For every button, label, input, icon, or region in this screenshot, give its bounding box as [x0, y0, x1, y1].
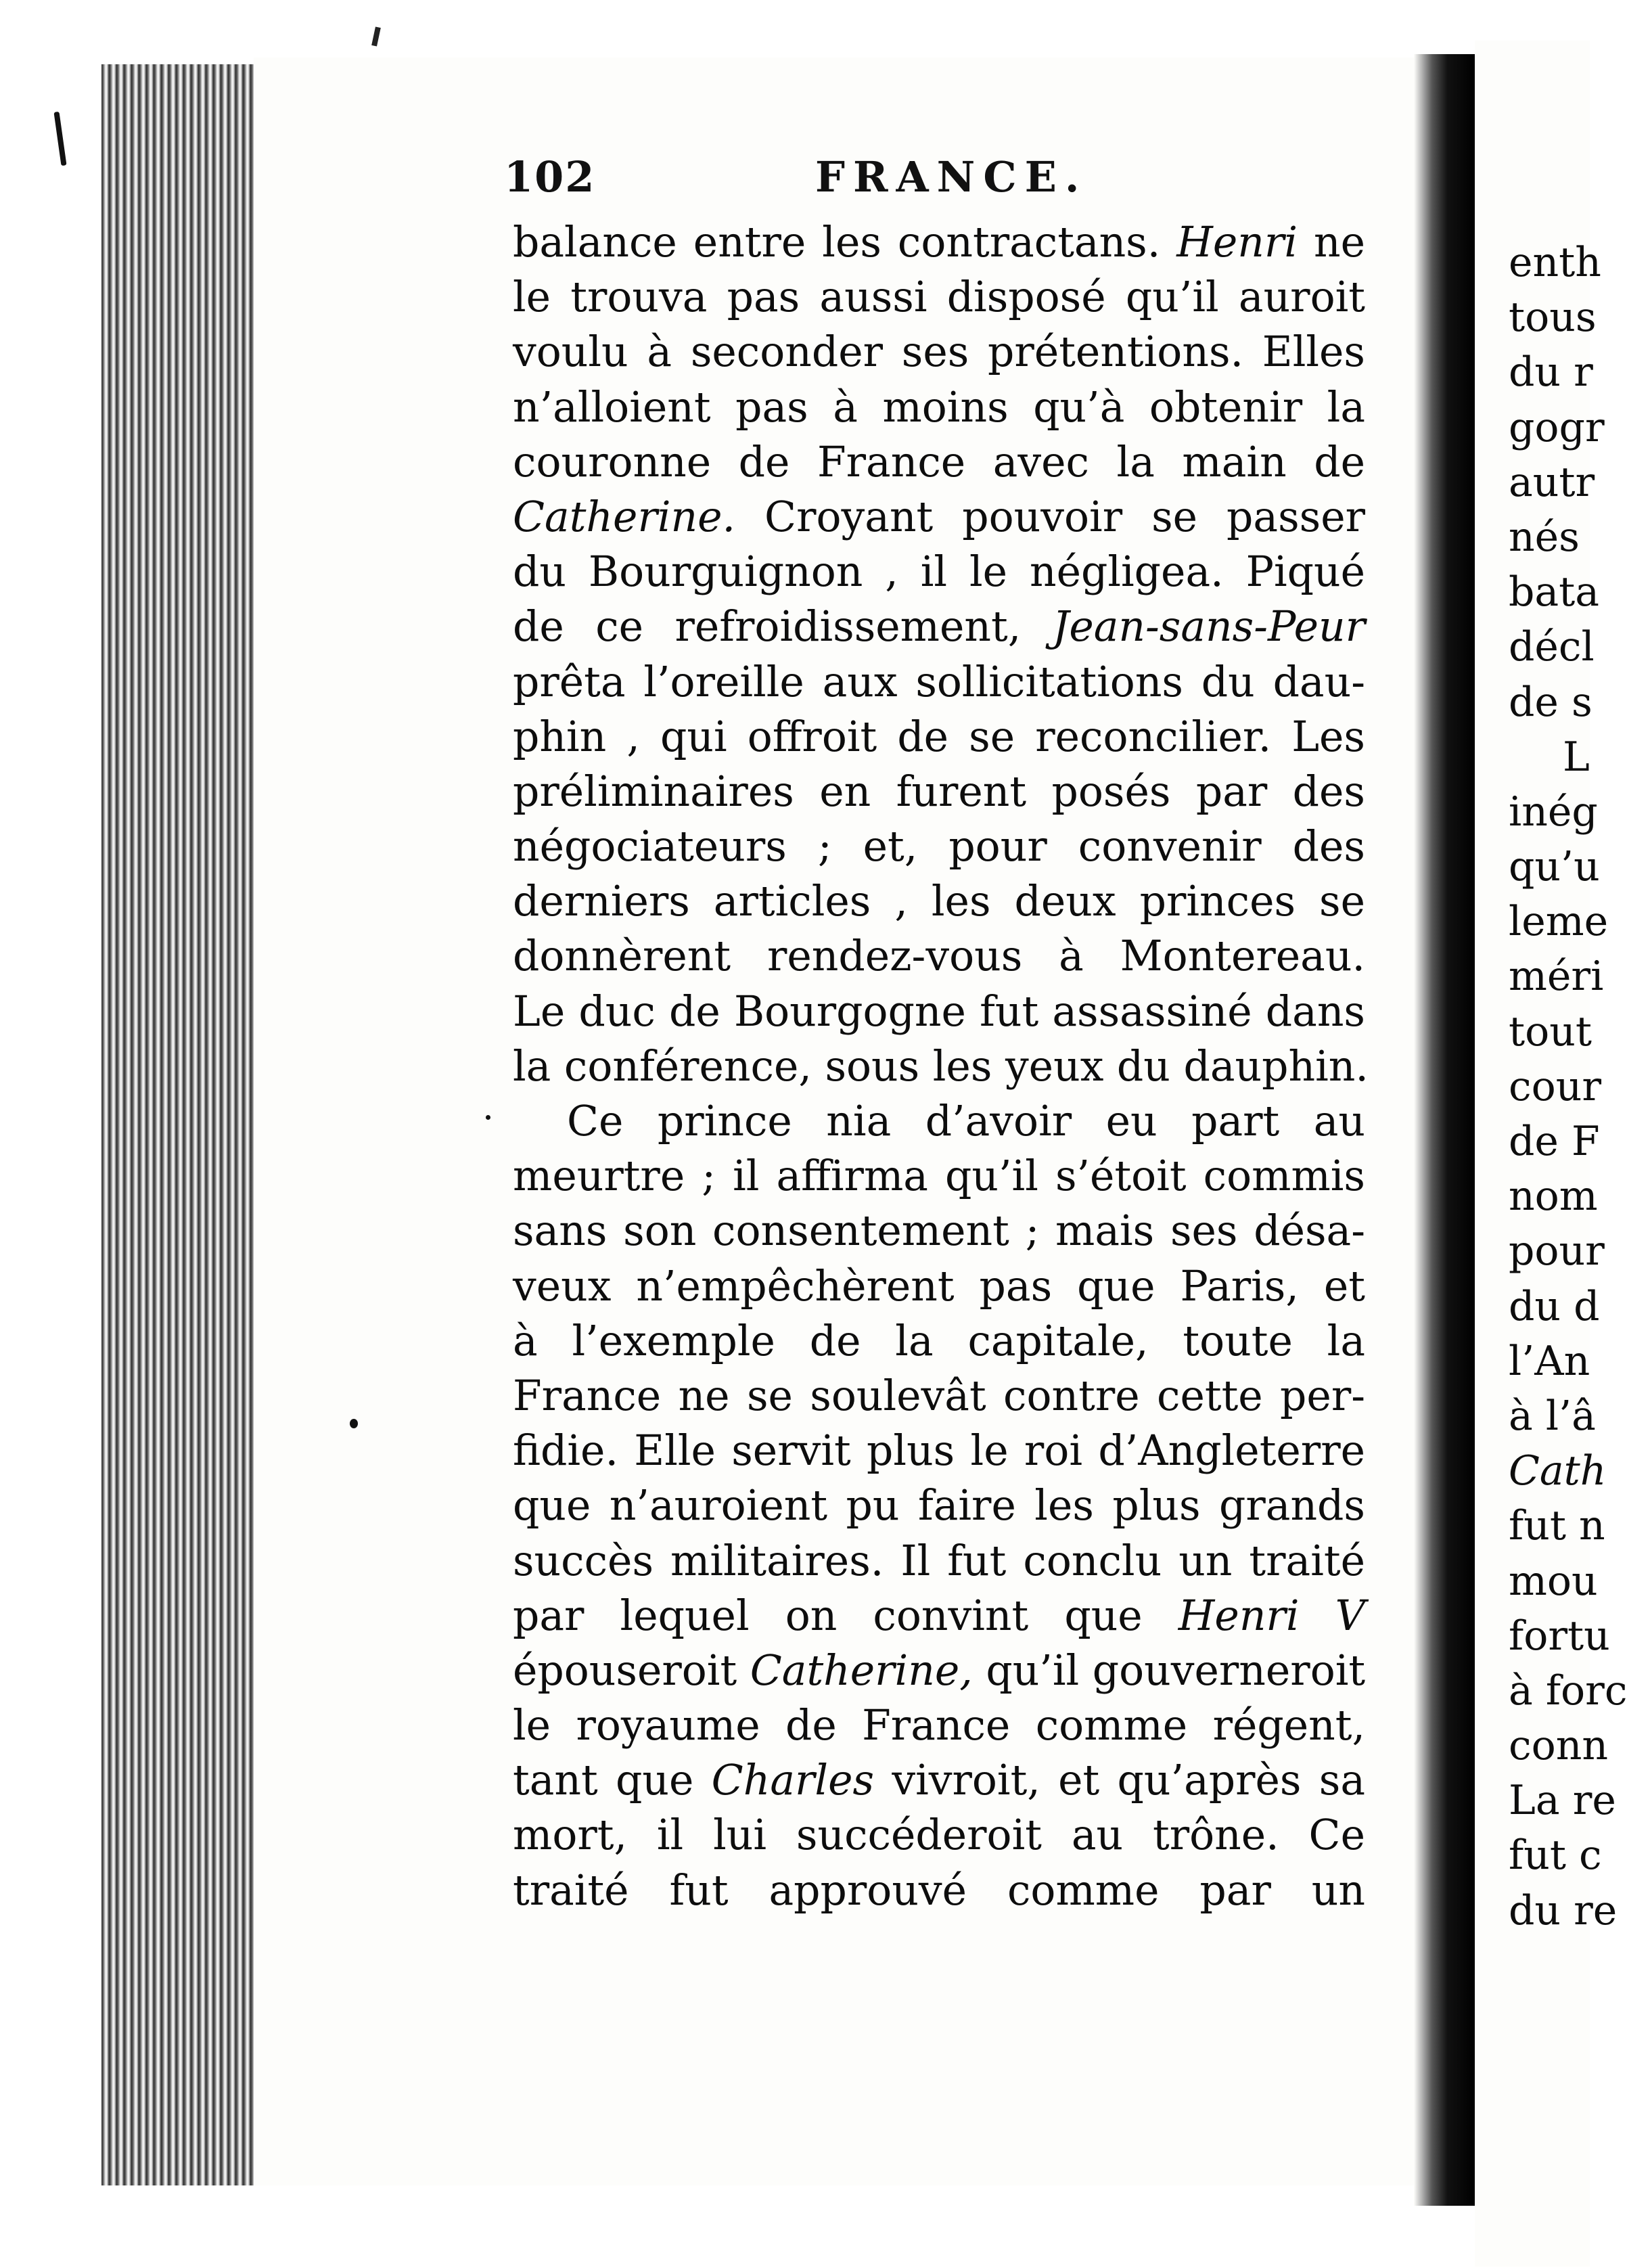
text-run: traité fut approuvé comme par un: [513, 1865, 1365, 1915]
italic-name: Jean-sans-Peur: [1052, 602, 1365, 652]
text-line: [513, 1643, 1365, 1698]
text-run: la conférence, sous les yeux du dauphin.: [513, 1041, 1369, 1091]
running-head: [504, 152, 1397, 213]
text-run: le trouva pas aussi disposé qu’il auroit: [513, 273, 1365, 322]
text-run: épouseroit: [513, 1646, 750, 1695]
running-title: FRANCE.: [815, 152, 1088, 202]
facing-page-text: [1509, 235, 1627, 1938]
text-run: sans son consentement ; mais ses désa-: [513, 1206, 1365, 1256]
italic-name: Catherine.: [513, 492, 736, 541]
text-run: Ce prince nia d’avoir eu part au: [567, 1097, 1365, 1146]
facing-text-line: tout: [1509, 1007, 1592, 1056]
facing-text-line: de F: [1509, 1118, 1600, 1165]
text-line: [513, 1589, 1365, 1643]
text-run: que n’auroient pu faire les plus grands: [513, 1481, 1365, 1530]
text-line: [513, 1863, 1365, 1918]
text-run: tant que: [513, 1756, 712, 1805]
text-run: voulu à seconder ses prétentions. Elles: [513, 327, 1365, 377]
page-edge-stack: [101, 64, 255, 2185]
text-run: le royaume de France comme régent,: [513, 1701, 1365, 1750]
text-line: [513, 1698, 1365, 1753]
facing-text-line: nés: [1509, 513, 1580, 561]
text-run: phin , qui offroit de se reconcilier. Les: [513, 712, 1365, 761]
scan-speck: [371, 26, 381, 46]
text-run: veux n’empêchèrent pas que Paris, et: [513, 1261, 1365, 1311]
facing-text-line: l’An: [1509, 1337, 1590, 1385]
text-run: couronne de France avec la main de: [513, 437, 1365, 486]
facing-text-line: fortu: [1509, 1612, 1610, 1660]
text-run: prêta l’oreille aux sollicitations du dau-: [513, 657, 1365, 706]
text-line: [513, 545, 1365, 599]
text-run: préliminaires en furent posés par des: [513, 767, 1365, 816]
italic-name: Henri: [1176, 218, 1298, 267]
text-line: [513, 1204, 1365, 1258]
text-line: [513, 929, 1365, 984]
page-number: 102: [504, 152, 596, 202]
text-run: de ce refroidissement,: [513, 602, 1053, 652]
text-run: ne: [1298, 218, 1365, 267]
text-run: fidie. Elle servit plus le roi d’Angleterre: [513, 1426, 1365, 1476]
text-line: [513, 765, 1365, 819]
text-line: [513, 1149, 1365, 1204]
facing-text-line: Cath: [1509, 1447, 1607, 1495]
text-line: [513, 270, 1365, 325]
text-run: n’alloient pas à moins qu’à obtenir la: [513, 382, 1365, 432]
scan-edge-mark: [53, 112, 66, 166]
text-run: qu’il gouverneroit: [972, 1646, 1366, 1695]
facing-text-line: fut c: [1509, 1832, 1602, 1880]
text-line: [513, 1039, 1369, 1094]
italic-name: Charles: [711, 1756, 875, 1805]
text-run: France ne se soulevât contre cette per-: [513, 1371, 1365, 1420]
facing-text-line: nom: [1509, 1173, 1598, 1221]
text-line: [513, 380, 1365, 435]
italic-name: Henri V: [1178, 1591, 1366, 1640]
text-line: [513, 1424, 1365, 1478]
facing-text-line: leme: [1509, 898, 1609, 946]
text-run: donnèrent rendez-vous à Montereau.: [513, 932, 1365, 981]
text-run: balance entre les contractans.: [513, 218, 1177, 267]
book-gutter: [1414, 54, 1475, 2206]
facing-text-line: L: [1563, 733, 1590, 781]
facing-text-line: méri: [1509, 953, 1604, 1001]
ink-speck: [350, 1419, 358, 1428]
facing-text-line: qu’u: [1509, 843, 1600, 891]
text-line: [513, 215, 1365, 270]
text-run: à l’exemple de la capitale, toute la: [513, 1316, 1365, 1365]
text-line: [513, 710, 1365, 765]
text-run: négociateurs ; et, pour convenir des: [513, 822, 1365, 871]
facing-text-line: pour: [1509, 1227, 1605, 1275]
facing-text-line: fut n: [1509, 1502, 1605, 1550]
facing-text-line: enth: [1509, 239, 1601, 286]
text-run: succès militaires. Il fut conclu un traité: [513, 1536, 1365, 1585]
text-line: [513, 1369, 1365, 1424]
text-run: mort, il lui succéderoit au trône. Ce: [513, 1811, 1365, 1860]
text-run: derniers articles , les deux princes se: [513, 877, 1365, 926]
text-run: vivroit, et qu’après sa: [874, 1756, 1365, 1805]
facing-text-line: de s: [1509, 678, 1592, 726]
facing-text-line: tous: [1509, 294, 1597, 342]
facing-text-line: décl: [1509, 623, 1595, 671]
facing-text-line: mou: [1509, 1557, 1598, 1605]
text-run: par lequel on convint que: [513, 1591, 1178, 1640]
text-line: [513, 490, 1365, 545]
facing-text-line: La re: [1509, 1777, 1616, 1825]
text-line: [513, 874, 1365, 929]
facing-text-line: autr: [1509, 458, 1595, 506]
text-line: [513, 984, 1365, 1039]
facing-text-line: du re: [1509, 1886, 1618, 1934]
text-line: [513, 1534, 1365, 1589]
facing-text-line: bata: [1509, 568, 1600, 616]
text-run: Croyant pouvoir se passer: [735, 492, 1365, 541]
text-line: [513, 1259, 1365, 1314]
facing-text-line: gogr: [1509, 403, 1605, 451]
ink-speck: [486, 1115, 490, 1120]
text-line: [513, 655, 1365, 710]
text-line: [513, 325, 1365, 380]
body-text: [513, 215, 1369, 1918]
text-line: [513, 1094, 1365, 1149]
text-line: [513, 1314, 1365, 1369]
facing-text-line: conn: [1509, 1722, 1609, 1770]
text-line: [513, 599, 1365, 654]
text-line: [513, 1808, 1365, 1863]
text-run: meurtre ; il affirma qu’il s’étoit commis: [513, 1152, 1365, 1201]
facing-text-line: cour: [1509, 1062, 1602, 1110]
italic-name: Catherine,: [750, 1646, 973, 1695]
text-run: du Bourguignon , il le négligea. Piqué: [513, 547, 1365, 597]
text-line: [513, 435, 1365, 490]
facing-text-line: à l’â: [1509, 1392, 1596, 1440]
facing-text-line: inég: [1509, 788, 1598, 836]
text-run: Le duc de Bourgogne fut assassiné dans: [513, 986, 1365, 1036]
text-line: [513, 1478, 1365, 1533]
text-line: [513, 1753, 1365, 1808]
facing-text-line: à forc: [1509, 1666, 1627, 1715]
facing-text-line: du r: [1509, 348, 1593, 396]
text-line: [513, 819, 1365, 874]
facing-text-line: du d: [1509, 1282, 1600, 1330]
